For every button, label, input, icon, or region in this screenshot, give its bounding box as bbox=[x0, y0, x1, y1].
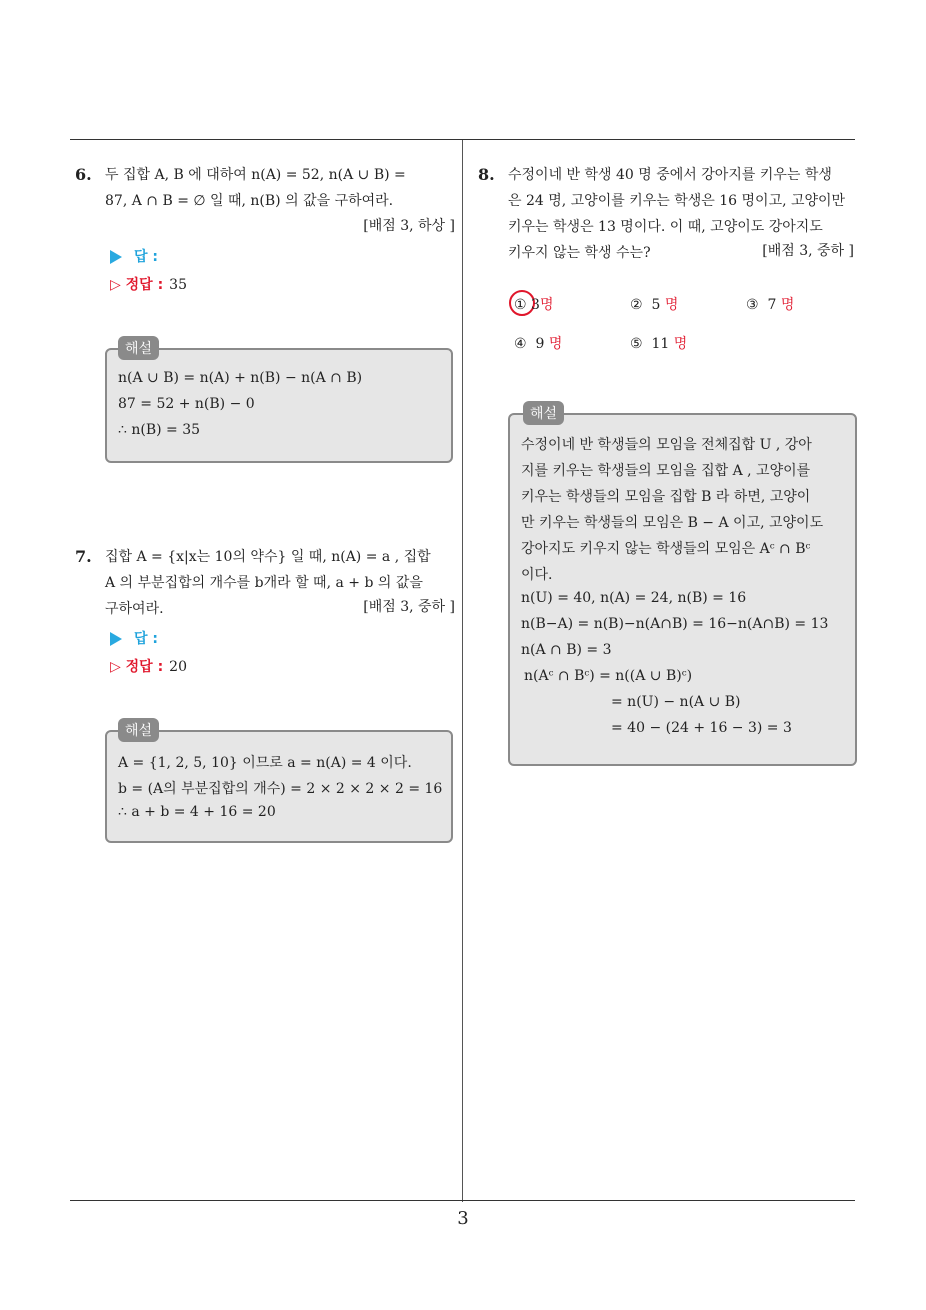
question-number: 8. bbox=[478, 165, 495, 184]
question-text-line: 키우는 학생은 13 명이다. 이 때, 고양이도 강아지도 bbox=[508, 219, 823, 235]
answer-label: 답 : bbox=[134, 631, 158, 647]
solution-line: n(Aᶜ ∩ Bᶜ) = n((A ∪ B)ᶜ) bbox=[524, 668, 693, 684]
option-number: 5 bbox=[651, 297, 661, 313]
correct-answer bbox=[110, 274, 187, 294]
solution-line: ∴ n(B) = 35 bbox=[118, 422, 201, 438]
option-1[interactable] bbox=[514, 294, 553, 314]
solution-line: = n(U) − n(A ∪ B) bbox=[611, 694, 741, 710]
option-unit: 명 bbox=[548, 336, 563, 352]
option-unit: 명 bbox=[673, 336, 688, 352]
play-triangle-icon bbox=[110, 250, 122, 264]
score-meta: [배점 3, 중하 ] bbox=[363, 599, 455, 615]
option-mark: ④ bbox=[514, 336, 527, 352]
solution-tag: 해설 bbox=[118, 718, 159, 742]
solution-line: A = {1, 2, 5, 10} 이므로 a = n(A) = 4 이다. bbox=[118, 755, 412, 771]
option-mark: ⑤ bbox=[630, 336, 643, 352]
question-text-line: 집합 A = {x|x는 10의 약수} 일 때, n(A) = a , 집합 bbox=[105, 549, 431, 565]
option-number: 3 bbox=[531, 297, 540, 313]
bottom-rule bbox=[70, 1200, 855, 1201]
solution-line: 키우는 학생들의 모임을 집합 B 라 하면, 고양이 bbox=[521, 489, 811, 505]
correct-answer-value: 35 bbox=[169, 277, 187, 293]
correct-answer-value: 20 bbox=[169, 659, 187, 675]
solution-line: ∴ a + b = 4 + 16 = 20 bbox=[118, 804, 276, 820]
question-number: 7. bbox=[75, 547, 92, 566]
correct-answer-label: ▷ 정답 : bbox=[110, 277, 164, 293]
page-number: 3 bbox=[457, 1208, 469, 1229]
question-text-line: 구하여라. bbox=[105, 601, 164, 617]
question-text-line: A 의 부분집합의 개수를 b개라 할 때, a + b 의 값을 bbox=[105, 575, 423, 591]
solution-line: 이다. bbox=[521, 567, 553, 583]
question-text-line: 키우지 않는 학생 수는? bbox=[508, 245, 651, 261]
option-3[interactable] bbox=[746, 294, 794, 314]
score-meta: [배점 3, 하상 ] bbox=[363, 218, 455, 234]
solution-line: 만 키우는 학생들의 모임은 B − A 이고, 고양이도 bbox=[521, 515, 824, 531]
score-meta: [배점 3, 중하 ] bbox=[762, 243, 854, 259]
solution-line: n(A ∪ B) = n(A) + n(B) − n(A ∩ B) bbox=[118, 370, 363, 386]
solution-line: 87 = 52 + n(B) − 0 bbox=[118, 396, 255, 412]
option-mark: ② bbox=[630, 297, 643, 313]
solution-line: 지를 키우는 학생들의 모임을 집합 A , 고양이를 bbox=[521, 463, 811, 479]
question-text-line: 은 24 명, 고양이를 키우는 학생은 16 명이고, 고양이만 bbox=[508, 193, 846, 209]
option-2[interactable] bbox=[630, 294, 678, 314]
play-triangle-icon bbox=[110, 632, 122, 646]
option-mark: ③ bbox=[746, 297, 759, 313]
answer-label: 답 : bbox=[134, 249, 158, 265]
option-unit: 명 bbox=[780, 297, 795, 313]
solution-line: b = (A의 부분집합의 개수) = 2 × 2 × 2 × 2 = 16 bbox=[118, 781, 443, 797]
correct-answer bbox=[110, 656, 187, 676]
option-number: 9 bbox=[535, 336, 545, 352]
solution-line: n(U) = 40, n(A) = 24, n(B) = 16 bbox=[521, 590, 747, 606]
option-5[interactable] bbox=[630, 333, 687, 353]
option-number: 7 bbox=[767, 297, 777, 313]
solution-tag: 해설 bbox=[118, 336, 159, 360]
question-text-line: 87, A ∩ B = ∅ 일 때, n(B) 의 값을 구하여라. bbox=[105, 193, 394, 209]
option-4[interactable] bbox=[514, 333, 562, 353]
solution-line: n(A ∩ B) = 3 bbox=[521, 642, 612, 658]
option-mark: ① bbox=[514, 297, 527, 313]
answer-row[interactable] bbox=[110, 628, 158, 648]
solution-tag: 해설 bbox=[523, 401, 564, 425]
column-divider bbox=[462, 140, 463, 1202]
question-number: 6. bbox=[75, 165, 92, 184]
solution-line: 수정이네 반 학생들의 모임을 전체집합 U , 강아 bbox=[521, 437, 812, 453]
solution-line: 강아지도 키우지 않는 학생들의 모임은 Aᶜ ∩ Bᶜ bbox=[521, 541, 811, 557]
option-unit: 명 bbox=[664, 297, 679, 313]
solution-line: = 40 − (24 + 16 − 3) = 3 bbox=[611, 720, 792, 736]
solution-line: n(B−A) = n(B)−n(A∩B) = 16−n(A∩B) = 13 bbox=[521, 616, 829, 632]
question-text-line: 수정이네 반 학생 40 명 중에서 강아지를 키우는 학생 bbox=[508, 167, 832, 183]
question-text-line: 두 집합 A, B 에 대하여 n(A) = 52, n(A ∪ B) = bbox=[105, 167, 406, 183]
option-unit: 명 bbox=[539, 297, 554, 313]
correct-answer-label: ▷ 정답 : bbox=[110, 659, 164, 675]
answer-row[interactable] bbox=[110, 246, 158, 266]
option-number: 11 bbox=[651, 336, 670, 352]
